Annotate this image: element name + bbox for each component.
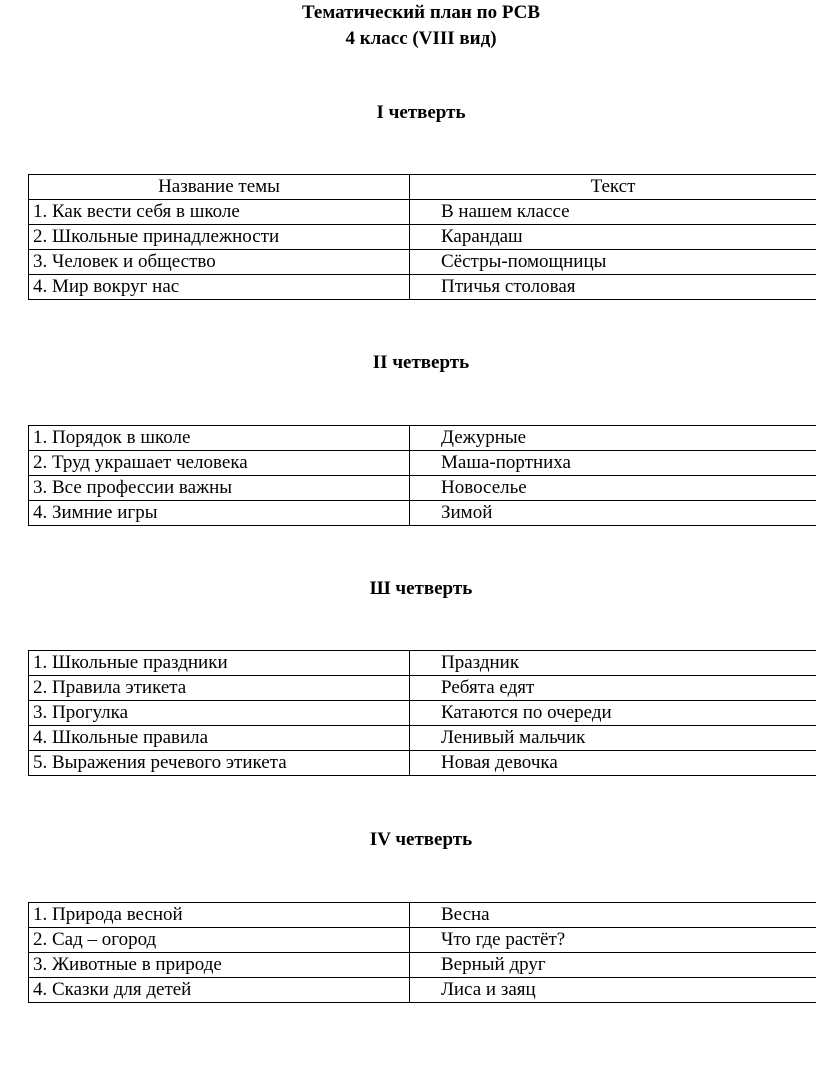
- topic-cell: 1. Школьные праздники: [29, 651, 410, 676]
- table-row: [29, 953, 816, 978]
- text-cell: Птичья столовая: [410, 275, 816, 300]
- table-row: [29, 225, 816, 250]
- table-row: [29, 651, 816, 676]
- table-row: [29, 701, 816, 726]
- table-row: [29, 476, 816, 501]
- table-row: [29, 275, 816, 300]
- text-cell: Праздник: [410, 651, 816, 676]
- topic-cell: 3. Человек и общество: [29, 250, 410, 275]
- topic-cell: 4. Школьные правила: [29, 726, 410, 751]
- topic-cell: 1. Как вести себя в школе: [29, 200, 410, 225]
- quarter-1-heading: I четверть: [376, 102, 466, 123]
- topic-cell: 1. Порядок в школе: [29, 426, 410, 451]
- text-cell: Что где растёт?: [410, 928, 816, 953]
- text-cell: Катаются по очереди: [410, 701, 816, 726]
- topic-cell: 4. Зимние игры: [29, 501, 410, 526]
- text-cell: Дежурные: [410, 426, 816, 451]
- table-row: [29, 451, 816, 476]
- column-header-topic: Название темы: [29, 175, 410, 200]
- table-row: [29, 903, 816, 928]
- text-cell: Весна: [410, 903, 816, 928]
- topic-cell: 3. Животные в природе: [29, 953, 410, 978]
- topic-cell: 5. Выражения речевого этикета: [29, 751, 410, 776]
- topic-cell: 2. Труд украшает человека: [29, 451, 410, 476]
- table-row: [29, 978, 816, 1003]
- quarter-2-table: [28, 425, 816, 526]
- text-cell: Карандаш: [410, 225, 816, 250]
- topic-cell: 4. Сказки для детей: [29, 978, 410, 1003]
- text-cell: Ленивый мальчик: [410, 726, 816, 751]
- topic-cell: 3. Все профессии важны: [29, 476, 410, 501]
- document-subtitle: 4 класс (VIII вид): [345, 28, 497, 49]
- table-row: [29, 928, 816, 953]
- document-title: Тематический план по РСВ: [301, 2, 541, 23]
- topic-cell: 2. Правила этикета: [29, 676, 410, 701]
- column-header-text: Текст: [410, 175, 816, 200]
- text-cell: Новая девочка: [410, 751, 816, 776]
- quarter-4-table: [28, 902, 816, 1003]
- table-row: [29, 501, 816, 526]
- text-cell: Верный друг: [410, 953, 816, 978]
- text-cell: Маша-портниха: [410, 451, 816, 476]
- quarter-3-table: [28, 650, 816, 776]
- topic-cell: 2. Сад – огород: [29, 928, 410, 953]
- quarter-2-heading: II четверть: [372, 352, 470, 373]
- table-row: [29, 250, 816, 275]
- topic-cell: 2. Школьные принадлежности: [29, 225, 410, 250]
- topic-cell: 3. Прогулка: [29, 701, 410, 726]
- text-cell: Лиса и заяц: [410, 978, 816, 1003]
- text-cell: Сёстры-помощницы: [410, 250, 816, 275]
- text-cell: Новоселье: [410, 476, 816, 501]
- table-row: [29, 751, 816, 776]
- table-row: [29, 726, 816, 751]
- quarter-3-heading: Ш четверть: [369, 578, 473, 599]
- quarter-4-heading: IV четверть: [369, 829, 473, 850]
- table-header-row: [29, 175, 816, 200]
- text-cell: Ребята едят: [410, 676, 816, 701]
- quarter-1-table: [28, 174, 816, 300]
- text-cell: В нашем классе: [410, 200, 816, 225]
- table-row: [29, 426, 816, 451]
- table-row: [29, 200, 816, 225]
- topic-cell: 1. Природа весной: [29, 903, 410, 928]
- table-row: [29, 676, 816, 701]
- topic-cell: 4. Мир вокруг нас: [29, 275, 410, 300]
- text-cell: Зимой: [410, 501, 816, 526]
